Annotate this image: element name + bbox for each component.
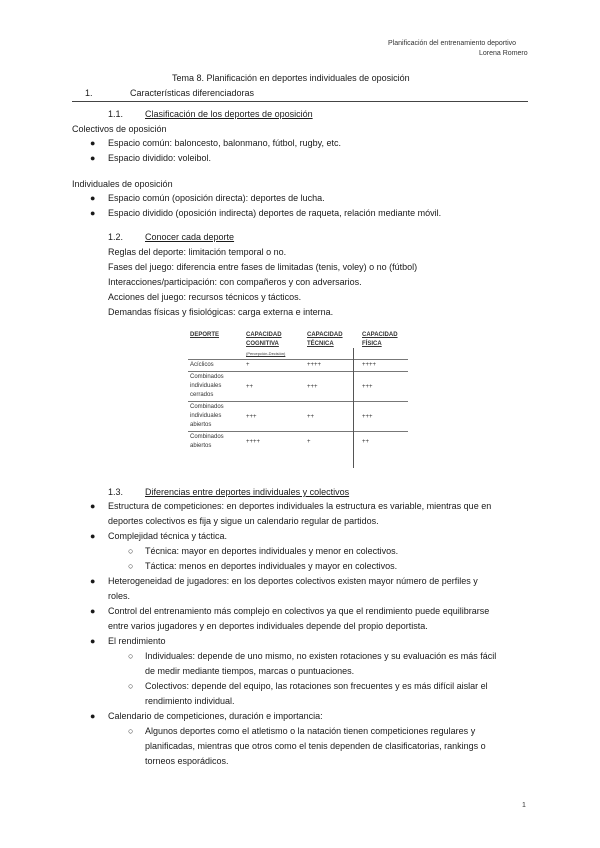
subsection-1-3-number: 1.3. [108, 487, 124, 497]
bullet-icon: ● [90, 636, 96, 646]
bullet-icon: ● [90, 138, 96, 148]
table-row [188, 360, 408, 372]
header-doc-title: Planificación del entrenamiento deportivo [388, 40, 517, 47]
section-divider [72, 101, 528, 102]
bullet-icon: ● [90, 531, 96, 541]
bullet-icon: ● [90, 606, 96, 616]
circle-bullet-icon: ○ [128, 546, 134, 556]
list-item: El rendimiento [108, 636, 166, 646]
sub-list-item: Algunos deportes como el atletismo o la natación tienen competiciones regulares y [145, 726, 476, 736]
table-cell: Combinados individuales cerrados [188, 372, 244, 402]
table-row [188, 372, 408, 402]
text-line: Acciones del juego: recursos técnicos y tácticos. [108, 292, 302, 302]
sub-list-item-cont: planificadas, mientras que otros como el tenis dependen de clasificatorias, rankings o [145, 741, 486, 751]
sub-list-item: Técnica: mayor en deportes individuales y menor en colectivos. [145, 546, 399, 556]
table-cell: +++ [360, 372, 408, 402]
list-item: Estructura de competiciones: en deportes individuales la estructura es variable, mientras que en [108, 501, 492, 511]
table-cell: +++ [244, 402, 305, 432]
table-cell: ++++ [244, 432, 305, 453]
list-item-cont: roles. [108, 591, 131, 601]
table-header: CAPACIDAD FÍSICA [362, 332, 398, 347]
table-column-divider [353, 348, 354, 468]
list-item: Control del entrenamiento más complejo en colectivos ya que el rendimiento puede equilibrarse [108, 606, 490, 616]
bullet-icon: ● [90, 153, 96, 163]
table-header: CAPACIDAD TÉCNICA [307, 332, 343, 347]
text-line: Interacciones/participación: con compañeros y con adversarios. [108, 277, 362, 287]
subsection-1-1-heading: Clasificación de los deportes de oposición [145, 109, 313, 119]
circle-bullet-icon: ○ [128, 681, 134, 691]
list-item: Espacio común (oposición directa): deportes de lucha. [108, 193, 325, 203]
table-cell: + [244, 360, 305, 372]
table-cell: +++ [360, 402, 408, 432]
table-cell: Combinados individuales abiertos [188, 402, 244, 432]
list-item: Espacio dividido (oposición indirecta) deportes de raqueta, relación mediante móvil. [108, 208, 442, 218]
list-item: Heterogeneidad de jugadores: en los deportes colectivos existen mayor número de perfiles y [108, 576, 478, 586]
list-item: Espacio común: baloncesto, balonmano, fútbol, rugby, etc. [108, 138, 341, 148]
table-cell: +++ [305, 372, 360, 402]
table-cell: + [305, 432, 360, 453]
list-item: Complejidad técnica y táctica. [108, 531, 228, 541]
table-cell: ++ [305, 402, 360, 432]
subsection-1-2-heading: Conocer cada deporte [145, 232, 235, 242]
list-item: Calendario de competiciones, duración e importancia: [108, 711, 323, 721]
table-header [244, 330, 305, 360]
circle-bullet-icon: ○ [128, 561, 134, 571]
list-item: Espacio dividido: voleibol. [108, 153, 212, 163]
sport-capacity-table [188, 330, 408, 452]
section-number: 1. [85, 88, 93, 98]
table-cell: ++++ [305, 360, 360, 372]
list-item-cont: deportes colectivos es fija y sigue un calendario regular de partidos. [108, 516, 379, 526]
page-title: Tema 8. Planificación en deportes individuales de oposición [172, 73, 410, 83]
bullet-icon: ● [90, 576, 96, 586]
subsection-1-1-number: 1.1. [108, 109, 124, 119]
header-author: Lorena Romero [479, 50, 528, 57]
subsection-1-3-heading: Diferencias entre deportes individuales y colectivos [145, 487, 350, 497]
bullet-icon: ● [90, 208, 96, 218]
circle-bullet-icon: ○ [128, 726, 134, 736]
page-number: 1 [522, 802, 526, 809]
table-cell: ++ [244, 372, 305, 402]
table-header: DEPORTE [190, 332, 220, 338]
individuales-heading: Individuales de oposición [72, 179, 173, 189]
text-line: Demandas físicas y fisiológicas: carga externa e interna. [108, 307, 334, 317]
sub-list-item-cont: de medir mediante tiempos, marcas o puntuaciones. [145, 666, 355, 676]
bullet-icon: ● [90, 501, 96, 511]
sub-list-item-cont: rendimiento individual. [145, 696, 235, 706]
circle-bullet-icon: ○ [128, 651, 134, 661]
bullet-icon: ● [90, 193, 96, 203]
colectivos-heading: Colectivos de oposición [72, 124, 167, 134]
table-row [188, 432, 408, 453]
sub-list-item: Táctica: menos en deportes individuales y mayor en colectivos. [145, 561, 398, 571]
section-heading: Características diferenciadoras [130, 88, 255, 98]
table-row [188, 402, 408, 432]
subsection-1-2-number: 1.2. [108, 232, 124, 242]
table-cell: Acíclicos [188, 360, 244, 372]
sub-list-item-cont: torneos esporádicos. [145, 756, 229, 766]
sub-list-item: Individuales: depende de uno mismo, no existen rotaciones y su evaluación es más fácil [145, 651, 497, 661]
table-header-cognitiva: CAPACIDAD COGNITIVA [246, 332, 282, 347]
table-cell: ++++ [360, 360, 408, 372]
bullet-icon: ● [90, 711, 96, 721]
table-cell: ++ [360, 432, 408, 453]
sub-list-item: Colectivos: depende del equipo, las rotaciones son frecuentes y es más difícil aislar el [145, 681, 488, 691]
list-item-cont: entre varios jugadores y en deportes individuales depende del propio deportista. [108, 621, 428, 631]
table-subheader: (Percepción-Decisión) [246, 351, 286, 356]
table-cell: Combinados abiertos [188, 432, 244, 453]
text-line: Fases del juego: diferencia entre fases de limitadas (tenis, voley) o no (fútbol) [108, 262, 418, 272]
text-line: Reglas del deporte: limitación temporal o no. [108, 247, 287, 257]
